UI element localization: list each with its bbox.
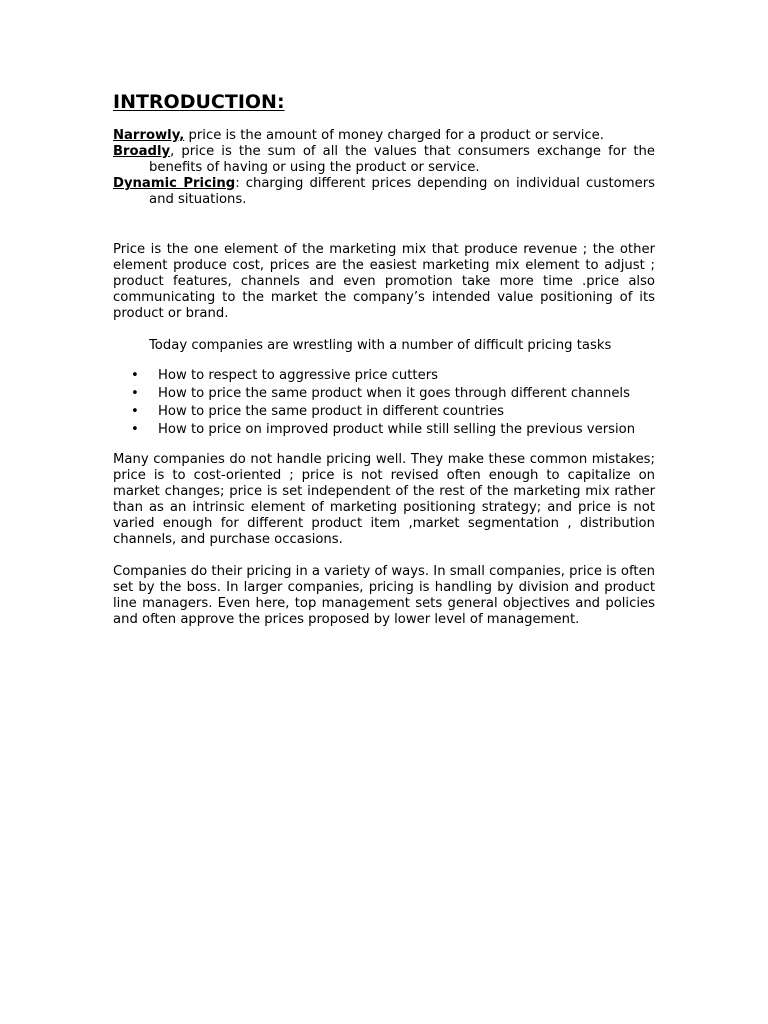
definition-narrowly (113, 128, 655, 144)
bullet-icon: • (131, 386, 139, 401)
pricing-tasks-list (113, 368, 655, 438)
document-page (113, 90, 655, 628)
definition-dynamic-pricing (113, 176, 655, 208)
definition-term: Narrowly, (113, 128, 185, 143)
paragraph-price-element: Price is the one element of the marketing mix that produce revenue ; the other element produce cost, prices are the easiest marketing mix element to adjust ; product features, channels and even promotion take more time .price also communicating to the market the company’s intended value positioning of its product or brand. (113, 242, 655, 321)
page-title: INTRODUCTION: (113, 91, 285, 113)
bullet-icon: • (131, 422, 139, 437)
definition-broadly (113, 144, 655, 176)
bullet-icon: • (131, 404, 139, 419)
paragraph-common-mistakes: Many companies do not handle pricing well. They make these common mistakes; price is to cost-oriented ; price is not revised often enough to capitalize on market changes; price is set independent of the rest of the marketing mix rather than as an intrinsic element of marketing positioning strategy; and price is not varied enough for different product item ,market segmentation , distribution channels, and purchase occasions. (113, 452, 655, 547)
definition-term: Dynamic Pricing (113, 176, 236, 191)
list-item (113, 368, 655, 384)
bullet-icon: • (131, 368, 139, 383)
definition-term: Broadly (113, 144, 171, 159)
list-item (113, 386, 655, 402)
lead-line: Today companies are wrestling with a number of difficult pricing tasks (149, 338, 612, 353)
list-item-text: How to price the same product in different countries (158, 404, 504, 419)
definition-text: : charging different prices depending on individual customers and situations. (149, 176, 655, 207)
definition-text: price is the amount of money charged for a product or service. (184, 128, 604, 143)
list-item (113, 404, 655, 420)
definition-text: , price is the sum of all the values that consumers exchange for the benefits of having or using the product or service. (149, 144, 655, 175)
paragraph-pricing-ways: Companies do their pricing in a variety of ways. In small companies, price is often set by the boss. In larger companies, pricing is handling by division and product line managers. Even here, top management sets general objectives and policies and often approve the prices proposed by lower level of management. (113, 564, 655, 627)
list-item-text: How to respect to aggressive price cutters (158, 368, 438, 383)
list-item-text: How to price the same product when it goes through different channels (158, 386, 630, 401)
list-item-text: How to price on improved product while still selling the previous version (158, 422, 636, 437)
list-item (113, 422, 655, 438)
